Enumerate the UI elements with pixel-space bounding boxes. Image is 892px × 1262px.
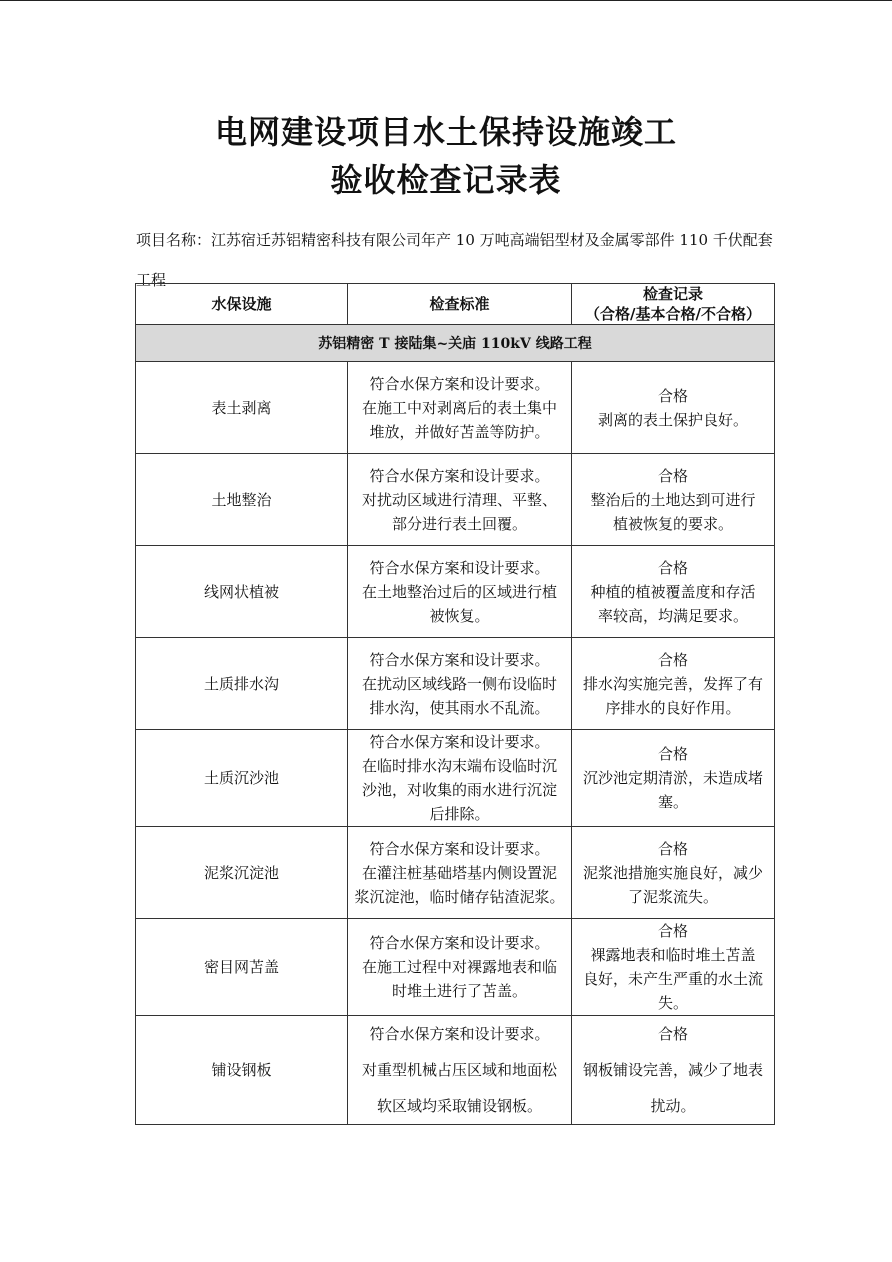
standard-line: 符合水保方案和设计要求。	[369, 1025, 550, 1043]
record-line: 良好，未产生严重的水土流	[582, 970, 763, 988]
record-line: 失。	[657, 994, 688, 1012]
facility-cell: 表土剥离	[136, 362, 348, 454]
header-standard: 检查标准	[348, 284, 572, 325]
project-name: 江苏宿迁苏铝精密科技有限公司年产 10 万吨高端铝型材及金属零部件 110 千伏配套工程	[136, 231, 773, 289]
record-line: 序排水的良好作用。	[605, 698, 741, 717]
record-line: 泥浆池措施实施良好，减少	[582, 863, 763, 882]
record-line: 合格	[657, 558, 688, 577]
table-header-row	[136, 284, 775, 325]
record-line: 合格	[657, 386, 688, 405]
table-row	[136, 1016, 775, 1125]
standard-line: 符合水保方案和设计要求。	[369, 733, 550, 751]
standard-line: 对扰动区域进行清理、平整、	[361, 490, 557, 509]
record-cell	[572, 454, 775, 546]
standard-cell	[348, 454, 572, 546]
facility-cell: 密目网苫盖	[136, 919, 348, 1016]
project-label: 项目名称：	[136, 231, 212, 249]
inspection-table	[135, 283, 775, 1125]
record-line: 率较高，均满足要求。	[597, 606, 748, 625]
standard-line: 软区域均采取铺设钢板。	[376, 1097, 542, 1115]
table-row	[136, 919, 775, 1016]
section-row	[136, 325, 775, 362]
record-line: 沉沙池定期清淤，未造成堵	[582, 769, 763, 787]
standard-cell	[348, 1016, 572, 1125]
standard-cell	[348, 919, 572, 1016]
page-top-border	[0, 0, 892, 1]
record-cell	[572, 827, 775, 919]
table-row	[136, 730, 775, 827]
header-record	[572, 284, 775, 325]
record-line: 钢板铺设完善，减少了地表	[582, 1061, 763, 1079]
standard-line: 符合水保方案和设计要求。	[369, 839, 550, 858]
facility-cell: 铺设钢板	[136, 1016, 348, 1125]
record-cell	[572, 1016, 775, 1125]
standard-cell	[348, 638, 572, 730]
standard-line: 被恢复。	[429, 606, 490, 625]
standard-line: 沙池，对收集的雨水进行沉淀	[361, 781, 557, 799]
document-title-line1: 电网建设项目水土保持设施竣工	[214, 113, 677, 151]
record-line: 扰动。	[650, 1097, 696, 1115]
standard-line: 在临时排水沟末端布设临时沉	[361, 757, 557, 775]
standard-line: 符合水保方案和设计要求。	[369, 466, 550, 485]
table-row	[136, 546, 775, 638]
record-line: 剥离的表土保护良好。	[597, 410, 748, 429]
standard-line: 在扰动区域线路一侧布设临时	[361, 674, 557, 693]
standard-line: 在土地整治过后的区域进行植	[361, 582, 557, 601]
standard-line: 符合水保方案和设计要求。	[369, 558, 550, 577]
standard-line: 排水沟，使其雨水不乱流。	[369, 698, 550, 717]
record-line: 裸露地表和临时堆土苫盖	[590, 946, 756, 964]
table-row	[136, 362, 775, 454]
facility-cell: 土地整治	[136, 454, 348, 546]
facility-cell: 土质沉沙池	[136, 730, 348, 827]
record-line: 了泥浆流失。	[627, 887, 718, 906]
section-title: 苏铝精密 T 接陆集~关庙 110kV 线路工程	[136, 325, 775, 362]
standard-line: 在灌注桩基础塔基内侧设置泥	[361, 863, 557, 882]
standard-line: 浆沉淀池，临时储存钻渣泥浆。	[354, 887, 565, 906]
record-cell	[572, 362, 775, 454]
standard-cell	[348, 362, 572, 454]
record-cell	[572, 919, 775, 1016]
standard-line: 符合水保方案和设计要求。	[369, 650, 550, 669]
standard-line: 对重型机械占压区域和地面松	[361, 1061, 557, 1079]
header-record-line2: （合格/基本合格/不合格）	[585, 305, 761, 323]
record-line: 合格	[657, 839, 688, 858]
facility-cell: 土质排水沟	[136, 638, 348, 730]
header-facility: 水保设施	[136, 284, 348, 325]
record-line: 合格	[657, 922, 688, 940]
record-line: 合格	[657, 1025, 688, 1043]
standard-line: 符合水保方案和设计要求。	[369, 374, 550, 393]
record-cell	[572, 638, 775, 730]
standard-cell	[348, 730, 572, 827]
record-line: 合格	[657, 745, 688, 763]
table-row	[136, 454, 775, 546]
standard-line: 堆放，并做好苫盖等防护。	[369, 422, 550, 441]
record-line: 排水沟实施完善，发挥了有	[582, 674, 763, 693]
header-record-line1: 检查记录	[642, 285, 703, 303]
standard-line: 部分进行表土回覆。	[391, 514, 527, 533]
record-line: 植被恢复的要求。	[612, 514, 733, 533]
standard-cell	[348, 827, 572, 919]
record-line: 合格	[657, 466, 688, 485]
record-cell	[572, 546, 775, 638]
table-body	[136, 362, 775, 1125]
record-line: 整治后的土地达到可进行	[590, 490, 756, 509]
standard-line: 在施工过程中对裸露地表和临	[361, 958, 557, 976]
table-row	[136, 827, 775, 919]
standard-line: 符合水保方案和设计要求。	[369, 934, 550, 952]
record-line: 种植的植被覆盖度和存活	[590, 582, 756, 601]
standard-line: 后排除。	[429, 805, 490, 823]
standard-line: 时堆土进行了苫盖。	[391, 982, 527, 1000]
facility-cell: 泥浆沉淀池	[136, 827, 348, 919]
record-line: 合格	[657, 650, 688, 669]
record-cell	[572, 730, 775, 827]
standard-line: 在施工中对剥离后的表土集中	[361, 398, 557, 417]
facility-cell: 线网状植被	[136, 546, 348, 638]
table-row	[136, 638, 775, 730]
document-title-line2: 验收检查记录表	[330, 161, 562, 199]
standard-cell	[348, 546, 572, 638]
record-line: 塞。	[657, 793, 688, 811]
